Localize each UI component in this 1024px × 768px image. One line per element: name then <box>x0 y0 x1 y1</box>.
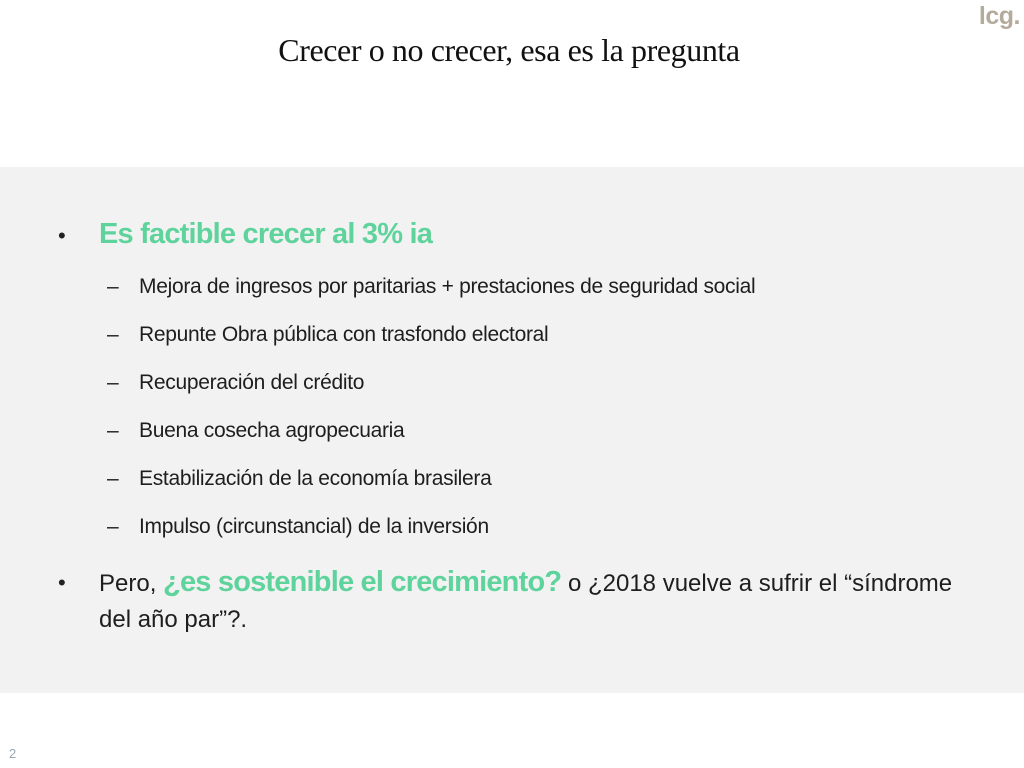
page-number: 2 <box>9 746 17 761</box>
highlighted-question: ¿es sostenible el crecimiento? <box>163 566 562 598</box>
bullet-item-main-1 <box>58 218 432 251</box>
sub-bullet-text: Recuperación del crédito <box>139 371 365 394</box>
sub-bullet-item <box>107 467 492 491</box>
bullet-text-prefix: Pero, <box>99 570 164 597</box>
dash-marker: – <box>107 467 119 490</box>
dash-marker: – <box>107 275 119 298</box>
bullet-marker: • <box>58 570 66 595</box>
sub-bullet-item <box>107 419 404 443</box>
sub-bullet-item <box>107 323 548 347</box>
bullet-text: Es factible crecer al 3% ia <box>99 218 433 250</box>
sub-bullet-item <box>107 275 755 299</box>
sub-bullet-text: Repunte Obra pública con trasfondo electoral <box>139 323 549 346</box>
sub-bullet-item <box>107 515 489 539</box>
sub-bullet-item <box>107 371 364 395</box>
bullet-marker: • <box>58 223 66 248</box>
sub-bullet-text: Impulso (circunstancial) de la inversión <box>139 515 489 538</box>
dash-marker: – <box>107 419 119 442</box>
logo: lcg. <box>978 2 1020 30</box>
content-panel <box>0 167 1024 693</box>
sub-bullet-text: Mejora de ingresos por paritarias + prestaciones de seguridad social <box>139 275 756 298</box>
bullet-list <box>0 167 1024 693</box>
sub-bullet-text: Estabilización de la economía brasilera <box>139 467 492 490</box>
dash-marker: – <box>107 323 119 346</box>
dash-marker: – <box>107 371 119 394</box>
bullet-text-suffix: o ¿2018 vuelve a sufrir el “síndrome del año par”?. <box>99 570 953 633</box>
bullet-item-main-2 <box>58 564 988 638</box>
sub-bullet-text: Buena cosecha agropecuaria <box>139 419 405 442</box>
slide-title: Crecer o no crecer, esa es la pregunta <box>278 32 740 68</box>
bullet-text <box>99 564 979 638</box>
dash-marker: – <box>107 515 119 538</box>
